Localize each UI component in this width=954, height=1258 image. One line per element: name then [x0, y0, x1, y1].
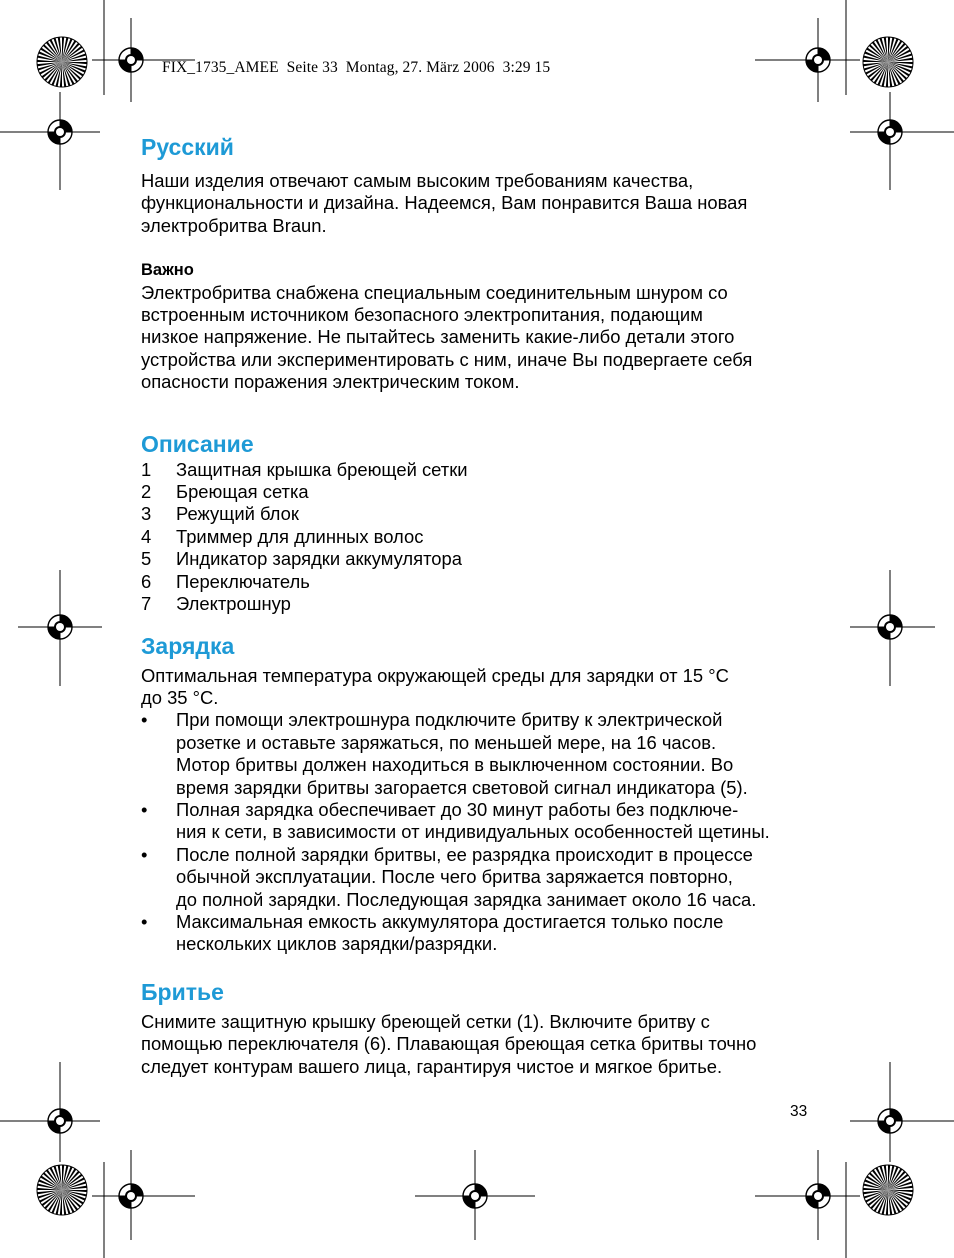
charging-paragraph	[141, 665, 821, 710]
list-item: • При помощи электрошнура подключите бритву к электрической розетке и оставьте заряжаться, по меньшей мере, на 16 часов. Мотор бритвы должен находиться в выключенном состоянии. Во время зарядки бритвы загорается световой сигнал индикатора (5).	[141, 709, 748, 798]
list-item: • После полной зарядки бритвы, ее разрядка происходит в процессе обычной эксплуатации. После чего бритва заряжается повторно, до полной зарядки. Последующая зарядка занимает около 16 часа.	[141, 843, 757, 910]
intro-paragraph	[141, 170, 821, 237]
text-line: Наши изделия отвечают самым высоким требованиям качества,	[141, 170, 694, 191]
page-number: 33	[790, 1103, 808, 1120]
text-line: помощью переключателя (6). Плавающая бреющая сетка бритвы точно	[141, 1033, 757, 1055]
text-line: электробритва Braun.	[141, 214, 327, 236]
star-target-icon	[863, 37, 913, 87]
list-item: • Максимальная емкость аккумулятора достигается только после нескольких циклов зарядки/разрядки.	[141, 910, 724, 955]
text-line: следует контурам вашего лица, гарантируя чистое и мягкое бритье.	[141, 1055, 723, 1077]
list-item: 6 Переключатель	[141, 570, 310, 592]
print-slug: FIX_1735_AMEE Seite 33 Montag, 27. März 2006 3:29 15	[162, 59, 551, 76]
charging-bullets	[141, 709, 821, 955]
text-line: до 35 °C.	[141, 686, 219, 708]
text-line: встроенным источником безопасного электропитания, подающим	[141, 304, 703, 326]
list-item: 2 Бреющая сетка	[141, 481, 309, 503]
list-item: 3 Режущий блок	[141, 503, 299, 525]
star-target-icon	[37, 37, 87, 87]
section-title-russian: Русский	[141, 134, 234, 160]
section-title-description: Описание	[141, 430, 254, 457]
list-item: 7 Электрошнур	[141, 593, 291, 615]
text-line: Электробритва снабжена специальным соединительным шнуром со	[141, 281, 728, 303]
text-line: Оптимальная температура окружающей среды для зарядки от 15 °C	[141, 664, 729, 686]
list-item: 5 Индикатор зарядки аккумулятора	[141, 548, 462, 570]
text-line: низкое напряжение. Не пытайтесь заменить какие-либо детали этого	[141, 326, 735, 348]
list-item: 1 Защитная крышка бреющей сетки	[141, 458, 468, 480]
important-block	[141, 259, 821, 393]
section-title-shaving: Бритье	[141, 978, 224, 1005]
star-target-icon	[863, 1165, 913, 1215]
text-line: Снимите защитную крышку бреющей сетки (1). Включите бритву с	[141, 1010, 710, 1032]
text-line: устройства или экспериментировать с ним, иначе Вы подвергаете себя	[141, 348, 753, 370]
star-target-icon	[37, 1165, 87, 1215]
text-line: опасности поражения электрическим током.	[141, 371, 520, 393]
text-line: функциональности и дизайна. Надеемся, Вам понравится Ваша новая	[141, 192, 748, 214]
important-heading: Важно	[141, 261, 194, 280]
page-content	[141, 132, 821, 1078]
list-item: 4 Триммер для длинных волос	[141, 525, 424, 547]
parts-list	[141, 459, 821, 616]
shaving-paragraph	[141, 1011, 821, 1078]
list-item: • Полная зарядка обеспечивает до 30 минут работы без подключе- ния к сети, в зависимости от индивидуальных особенностей щетины.	[141, 798, 770, 843]
section-title-charging: Зарядка	[141, 632, 235, 659]
